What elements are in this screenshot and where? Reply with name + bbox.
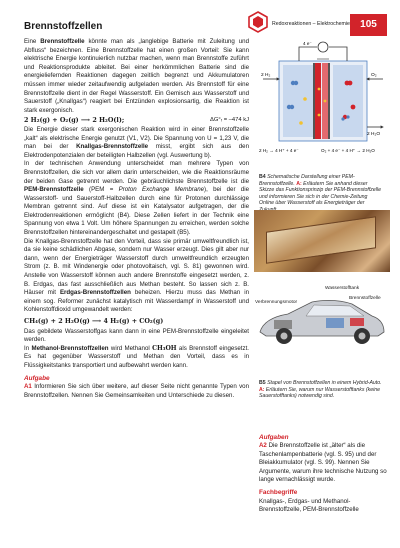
caption-b4: B4 Schematische Darstellung einer PEM-Brennstoffzelle. A: Erläutern Sie anhand dieser Skizze das Funktionsprinzip der PEM-Brennstoffzelle und informieren Sie sich in der Chemie-Zeitung Online über Wasserstoff als Energieträger der bbox=[259, 174, 381, 207]
paragraph: Die Energie dieser stark exergonischen Reaktion wird in einer Brennstoffzelle „kalt“ als elektrische Energie genutzt (V1, V2). Die Spannung von U = 1,23 V, die man bei der Knallgas-Brennstoffzelle misst, ergibt sich aus den Elektrodenpotenzialen der beteiligten Halbzellen (vgl. Auswertung b). bbox=[24, 125, 249, 159]
terms-heading: Fachbegriffe bbox=[259, 489, 298, 497]
paragraph: In Methanol-Brennstoffzellen wird Methanol CH₃OH als Brennstoff eingesetzt. Es hat gegenüber Wasserstoff und Methan den Vorteil, dass es in Flüssigkeitstanks transportiert und aufbewahrt werden kann. bbox=[24, 344, 250, 369]
pem-fuel-cell-diagram bbox=[259, 39, 387, 169]
diagram-label: 4 e⁻ bbox=[303, 41, 312, 46]
equation-knallgas: 2 H₂(g) + O₂(g) ⟶ 2 H₂O(l); ΔG°ᵣ = –474 kJ bbox=[24, 116, 249, 125]
task-a2: A2 Die Brennstoffzelle ist „älter“ als die Taschenlampenbatterie (vgl. S. 95) und der Bleiakkumulator (vgl. S. 99). Nennen Sie Argumente, warum ihre technische Nutzung so lange vernachlässigt wurde. bbox=[259, 442, 387, 484]
paragraph: Die Knallgas-Brennstoffzelle hat den Vorteil, dass sie primär umweltfreundlich ist, da sie keine schädlichen Abgase, sondern nur Wasser erzeugt. Dies gilt aber nur dann, wenn der Energieträger Wasserstoff durch umweltfreundlich erzeugten Strom (z. B. mit Windenergie oder photovoltaisch, vgl. S. 81) gewonnen wird. Anstelle von Wasserstoff können auch andere Brennstoffe eingesetzt werden, z. B. Erdgas, das fast ausschließlich aus Methan besteht. So lassen sich z. B. Häuser mit Erdgas-Brennstoffzellen beheizen. Hierzu muss das Methan in einem sog. Reformer zunächst katalytisch mit Wasserdampf in Wasserstoff und Kohlenstoffdioxid umgewandelt werden: bbox=[24, 237, 249, 314]
section-title: Redoxreaktionen – Elektrochemie bbox=[272, 21, 350, 27]
task-heading: Aufgabe bbox=[24, 374, 50, 382]
label-fuel-cell: Brennstoffzelle bbox=[349, 296, 381, 301]
sidebar-tasks bbox=[259, 434, 387, 515]
publisher-logo-icon bbox=[247, 11, 269, 33]
membrane-foil bbox=[266, 216, 376, 263]
page-title: Brennstoffzellen bbox=[24, 21, 103, 32]
diagram-label: 2 H₂O bbox=[367, 132, 381, 137]
terms-list: Knallgas-, Erdgas- und Methanol-Brennstoffzelle, PEM-Brennstoffzelle bbox=[259, 497, 359, 514]
page-number: 105 bbox=[350, 14, 387, 36]
diagram-label: O₂ + 4 e⁻ + 4 H⁺ → 2 H₂O bbox=[321, 148, 375, 153]
paragraph: Das gebildete Wasserstoffgas kann dann in eine PEM-Brennstoffzelle eingeleitet werden. bbox=[24, 327, 249, 344]
diagram-label: 2 H₂ bbox=[261, 73, 271, 78]
equation-reformer: CH₄(g) + 2 H₂O(g) ⟶ 4 H₂(g) + CO₂(g) bbox=[24, 317, 164, 325]
caption-b5: B5 Stapel von Brennstoffzellen in einem Hybrid-Auto. A: Erläutern Sie, warum nur Wasserstofftanks (keine Sauerstofftanks) notwendig sind. bbox=[259, 380, 382, 400]
fuel-cell-stack-photo bbox=[254, 210, 390, 272]
main-text bbox=[24, 38, 249, 400]
tasks-heading: Aufgaben bbox=[259, 434, 289, 441]
task-a1: A1 Informieren Sie sich über weitere, auf dieser Seite nicht genannte Typen von Brennstoffzellen. Nennen Sie Gemeinsamkeiten und Unterschiede zu diesen. bbox=[24, 383, 249, 399]
diagram-label: 2 H₂ → 4 H⁺ + 4 e⁻ bbox=[259, 148, 299, 153]
paragraph: In der technischen Anwendung unterscheidet man mehrere Typen von Brennstoffzellen, die sich vor allem darin unterscheiden, wie die Reaktionsräume der beiden Gase getrennt werden. Die gebräuchlichste Brennstoffzelle ist die PEM-Brennstoffzelle (PEM = Proton Exchange Membrane), bei der die Wasserstoff- und Sauerstoff-Halbzellen durch eine für Protonen durchlässige Membran getrennt sind. Auf diese ist ein Katalysator aufgetragen, der die Elektrodenreaktionen ermöglicht (B4). Diese Zellen liefert in der Technik eine Spannung von etwa 1 Volt. Um höhere Spannungen zu erreichen, werden solche Brennstoffzellen hintereinandergeschaltet und gestapelt (B5). bbox=[24, 160, 250, 237]
paragraph: Eine Brennstoffzelle könnte man als „langlebige Batterie mit Zuleitung und Abfluss“ bezeichnen. Eine Brennstoffzelle hat einen großen Vorteil: Sie kann elektrische Energie kontinuierlich nutzbar machen, wenn man Brennstoffe zuführt und Reaktionsprodukte ableitet. Bei einer herkömmlichen Batterie sind die energieliefernden Reaktionen dagegen zeitlich begrenzt und Akkumulatoren müssen immer wieder zeitaufwendig aufgeladen werden. Als Brennstoff für eine Brennstoffzelle dient in der Regel Wasserstoff. Ein Gemisch aus Wasserstoff und Sauerstoff („Knallgas“) reagiert bei Entzünden explosionsartig, die Reaktion ist stark exergonisch. bbox=[24, 38, 249, 114]
diagram-label: O₂ bbox=[371, 73, 377, 78]
label-hydrogen-tank: Wasserstofftank bbox=[325, 286, 360, 291]
label-combustion-engine: Verbrennungsmotor bbox=[255, 300, 298, 305]
